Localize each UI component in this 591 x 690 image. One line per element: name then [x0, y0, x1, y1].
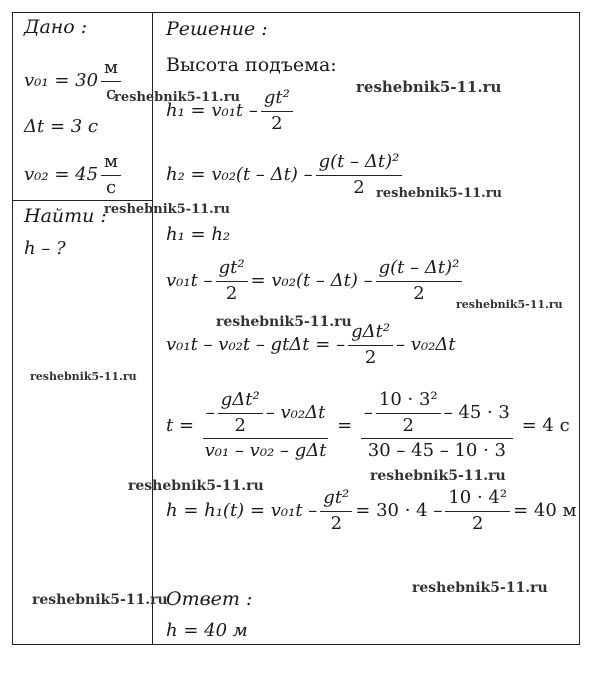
- watermark-text: reshebnik5-11.ru: [32, 592, 168, 608]
- watermark-text: reshebnik5-11.ru: [216, 314, 352, 330]
- given-v02: v₀₂ = 45 $\frac{м}{с}$: [24, 152, 124, 198]
- equation-t: t = – $\frac{\text{gΔt²}}{2}$ – v₀₂Δt v₀₁ – v₀₂ – gΔt = – $\frac{\text{10 · 3²}}{2}$ – 45 · 3 30 – 45 – 10 · 3 = 4 с: [166, 389, 570, 462]
- given-header: Дано :: [24, 16, 88, 38]
- watermark-text: reshebnik5-11.ru: [370, 468, 506, 484]
- find-header: Найти :: [24, 205, 107, 227]
- given-find-divider: [12, 200, 153, 201]
- watermark-text: reshebnik5-11.ru: [356, 78, 502, 96]
- given-dt: Δt = 3 с: [24, 116, 99, 137]
- equation-expanded: v₀₁t – $\frac{\text{gt²}}{2}$ = v₀₂(t – Δt) – $\frac{\text{g(t – Δt)²}}{2}$: [166, 258, 465, 304]
- equation-h1-eq-h2: h₁ = h₂: [166, 224, 231, 245]
- watermark-text: reshebnik5-11.ru: [30, 370, 137, 383]
- column-divider: [152, 12, 153, 645]
- answer-header: Ответ :: [166, 588, 253, 610]
- watermark-text: reshebnik5-11.ru: [456, 298, 563, 311]
- watermark-text: reshebnik5-11.ru: [376, 186, 503, 201]
- equation-h2: h₂ = v₀₂(t – Δt) – $\frac{\text{g(t – Δt)²}}{2}$: [166, 152, 405, 198]
- equation-h1: h₁ = v₀₁t – $\frac{\text{gt²}}{2}$: [166, 88, 296, 134]
- solution-subtitle: Высота подъема:: [166, 54, 337, 76]
- solution-header: Решение :: [166, 18, 268, 40]
- given-v01: v₀₁ = 30 $\frac{м}{с}$: [24, 58, 124, 104]
- watermark-text: reshebnik5-11.ru: [104, 202, 231, 217]
- watermark-text: reshebnik5-11.ru: [128, 478, 264, 494]
- equation-h: h = h₁(t) = v₀₁t – $\frac{\text{gt²}}{2}$ = 30 · 4 – $\frac{\text{10 · 4²}}{2}$ = 40 м: [166, 487, 577, 534]
- find-item: h – ?: [24, 238, 66, 259]
- watermark-text: reshebnik5-11.ru: [114, 90, 241, 105]
- answer-value: h = 40 м: [166, 620, 248, 641]
- watermark-text: reshebnik5-11.ru: [412, 580, 548, 596]
- equation-simplified: v₀₁t – v₀₂t – gtΔt = – $\frac{\text{gΔt²}}{2}$ – v₀₂Δt: [166, 321, 456, 368]
